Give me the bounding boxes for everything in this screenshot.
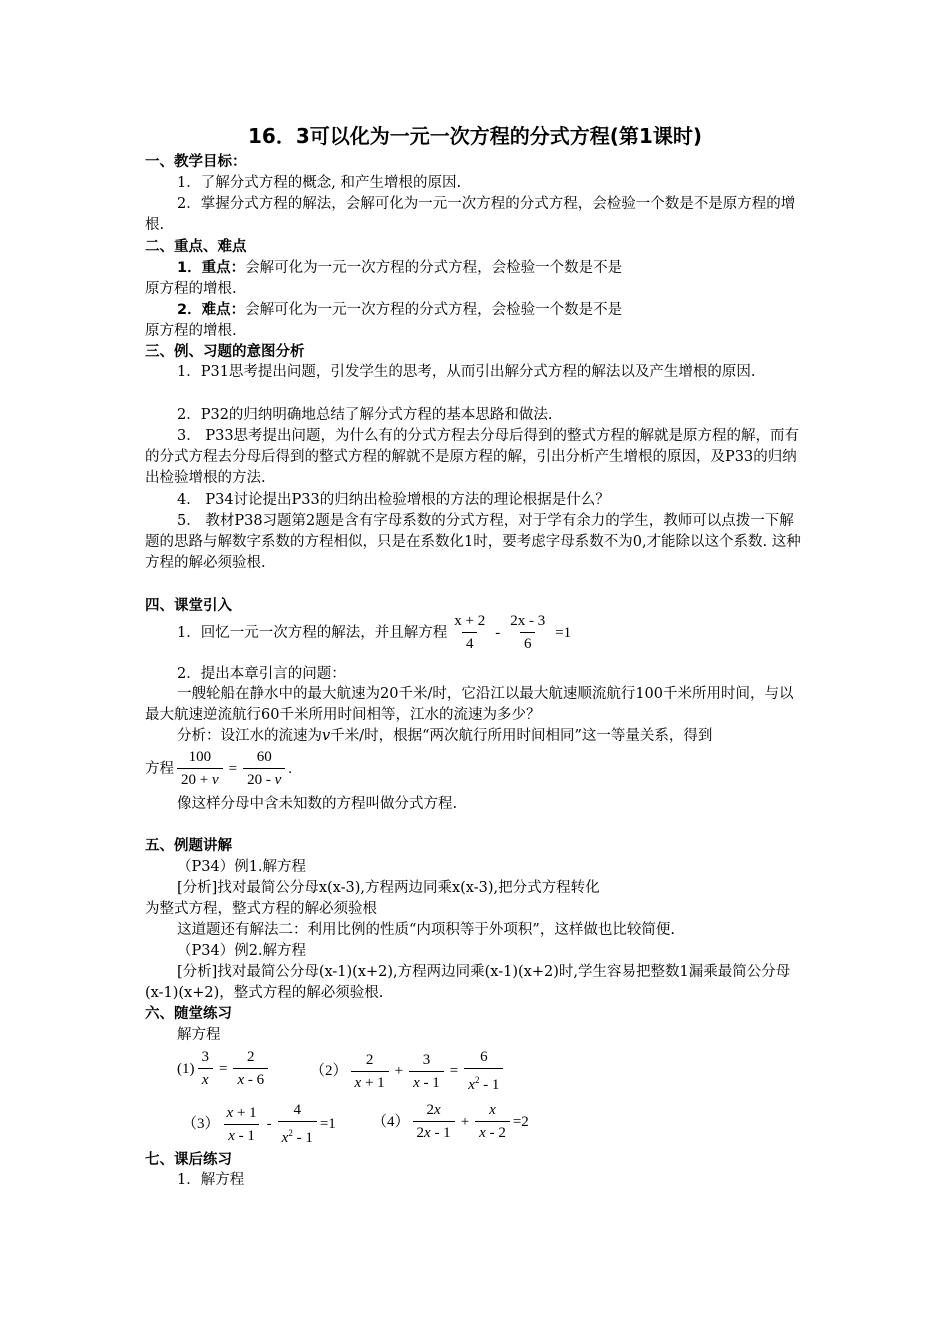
heading-key-points: 二、重点、难点 xyxy=(145,239,247,255)
difficulty-label: 2．难点： xyxy=(177,302,246,318)
practice-problem-2: （2） $\frac{2}{x + 1}$ + $\frac{3}{x - 1}$ = $\frac{6}{x^2 - 1}$ xyxy=(310,1048,506,1094)
heading-practice: 六、随堂练习 xyxy=(145,1006,232,1022)
example-2-analysis: [分析]找对最简公分母(x-1)(x+2),方程两边同乘(x-1)(x+2)时,学生容易把整数1漏乘最简公分母(x-1)(x+2)，整式方程的解必须验根. xyxy=(145,964,791,1001)
intro-definition: 像这样分母中含未知数的方程叫做分式方程. xyxy=(177,796,458,812)
intro-equation-line: 方程 $\frac{100}{20 + v}$ = $\frac{60}{20 - v}$ . xyxy=(145,749,293,788)
example-1-alt: 这道题还有解法二：利用比例的性质“内项积等于外项积”，这样做也比较简便. xyxy=(177,922,675,938)
intro-analysis: 分析：设江水的流速为v千米/时，根据“两次航行所用时间相同”这一等量关系，得到 xyxy=(177,728,713,744)
difficulty-line: 2．难点：会解可化为一元一次方程的分式方程，会检验一个数是不是 xyxy=(177,302,623,318)
key-point-line: 1．重点：会解可化为一元一次方程的分式方程，会检验一个数是不是 xyxy=(177,260,623,276)
equation-fractional: $\frac{100}{20 + v}$ = $\frac{60}{20 - v}$ . xyxy=(174,748,292,789)
heading-intro: 四、课堂引入 xyxy=(145,598,232,614)
objective-1: 1．了解分式方程的概念, 和产生增根的原因. xyxy=(177,175,462,191)
intent-2: 2．P32的归纳明确地总结了解分式方程的基本思路和做法. xyxy=(177,407,553,423)
equation-linear: $\frac{x + 2}{4}$ - $\frac{2x - 3}{6}$ =1 xyxy=(454,613,572,652)
homework-1: 1．解方程 xyxy=(177,1172,245,1188)
intro-1: 1．回忆一元一次方程的解法，并且解方程 $\frac{x + 2}{4}$ - $\frac{2x - 3}{6}$ =1 xyxy=(177,612,574,653)
key-point-cont: 原方程的增根. xyxy=(145,281,237,297)
practice-problem-3: （3） $\frac{x + 1}{x - 1}$ - $\frac{4}{x^2 - 1}$ =1 xyxy=(182,1102,336,1146)
heading-homework: 七、课后练习 xyxy=(145,1152,232,1168)
intent-5: 5． 教材P38习题第2题是含有字母系数的分式方程，对于学有余力的学生，教师可以点拨一下解题的思路与解数字系数的方程相似，只是在系数化1时，要考虑字母系数不为0,才能除以这个系数. 这种方程的解必须验根. xyxy=(145,513,801,571)
example-1: （P34）例1.解方程 xyxy=(177,859,307,875)
practice-prompt: 解方程 xyxy=(177,1027,221,1043)
intent-3: 3． P33思考提出问题，为什么有的分式方程去分母后得到的整式方程的解就是原方程的解，而有的分式方程去分母后得到的整式方程的解就不是原方程的解，引出分析产生增根的原因，及P33的归纳出检验增根的方法. xyxy=(145,428,800,486)
heading-objectives: 一、教学目标： xyxy=(145,154,247,170)
practice-problem-4: （4） $\frac{2x}{2x - 1}$ + $\frac{x}{x - 2}$ =2 xyxy=(372,1102,529,1141)
example-1-analysis-cont: 为整式方程，整式方程的解必须验根 xyxy=(145,901,377,917)
page-title: 16．3可以化为一元一次方程的分式方程(第1课时) xyxy=(248,124,702,148)
intro-problem: 一艘轮船在静水中的最大航速为20千米/时，它沿江以最大航速顺流航行100千米所用时间，与以最大航速逆流航行60千米所用时间相等，江水的流速为多少？ xyxy=(145,686,794,723)
intro-2: 2．提出本章引言的问题： xyxy=(177,666,346,682)
intent-4: 4． P34讨论提出P33的归纳出检验增根的方法的理论根据是什么？ xyxy=(177,492,610,508)
difficulty-cont: 原方程的增根. xyxy=(145,323,237,339)
example-2: （P34）例2.解方程 xyxy=(177,943,307,959)
heading-examples: 五、例题讲解 xyxy=(145,838,232,854)
key-point-label: 1．重点： xyxy=(177,260,246,276)
example-1-analysis: [分析]找对最简公分母x(x-3),方程两边同乘x(x-3),把分式方程转化 xyxy=(177,880,600,896)
heading-intent: 三、例、习题的意图分析 xyxy=(145,344,305,360)
practice-problem-1: (1) $\frac{3}{x}$ = $\frac{2}{x - 6}$ xyxy=(177,1048,271,1089)
objective-2: 2．掌握分式方程的解法，会解可化为一元一次方程的分式方程，会检验一个数是不是原方程的增根. xyxy=(145,196,796,233)
intent-1: 1．P31思考提出问题，引发学生的思考，从而引出解分式方程的解法以及产生增根的原因. xyxy=(177,364,756,380)
